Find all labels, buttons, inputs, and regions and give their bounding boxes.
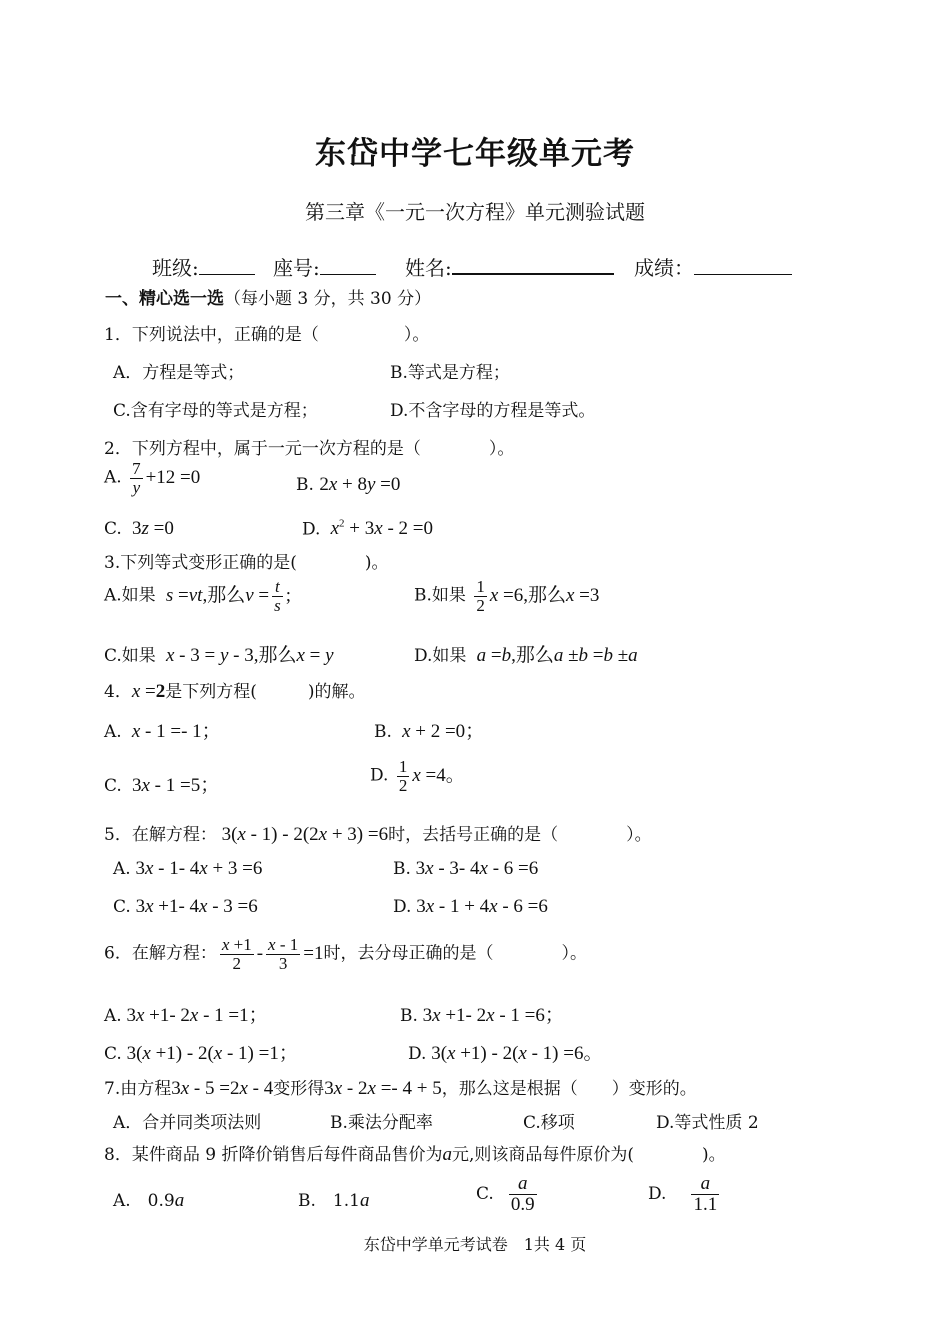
- q1-option-d: D.不含字母的方程是等式。: [390, 401, 596, 421]
- exam-subtitle: 第三章《一元一次方程》单元测验试题: [305, 200, 645, 224]
- q2-option-d: D. $x^2 + 3x - 2 =0$: [302, 518, 433, 540]
- seat-blank: [320, 254, 376, 275]
- q1-option-c: C.含有字母的等式是方程；: [113, 401, 318, 421]
- q7-option-d: D.等式性质 2: [656, 1113, 759, 1133]
- q2-option-c: C. 3z =0: [104, 518, 174, 539]
- q5-option-d: D. 3x - 1 + 4x - 6 =6: [393, 896, 548, 917]
- q4-option-d: D. $\frac{1}{2}$ x =4。: [370, 757, 465, 795]
- section-note: （每小题 3 分，共 30 分）: [224, 289, 432, 309]
- seat-field: [273, 252, 376, 281]
- q8-option-c: C. $\frac{a}{0.9}$: [476, 1173, 535, 1215]
- class-blank: [199, 254, 255, 275]
- q8-option-a: A. 0.9a: [113, 1190, 185, 1211]
- q1-option-a: A．方程是等式；: [113, 363, 245, 383]
- q8-stem: 8．某件商品 9 折降价销售后每件商品售价为a元,则该商品每件原价为( )。: [104, 1144, 726, 1165]
- class-field: [152, 252, 255, 281]
- score-field: [634, 252, 792, 281]
- q6-option-a: A. 3x +1- 2x - 1 =1；: [104, 1005, 268, 1026]
- name-field: [405, 252, 614, 281]
- page-footer: 东岱中学单元考试卷 1共 4 页: [363, 1235, 587, 1254]
- q6-stem: 6．在解方程： $\frac{x +1}{2}$ - $\frac{x - 1}{3}$ =1时，去分母正确的是（ ）。: [104, 935, 587, 973]
- q7-option-a: A．合并同类项法则: [113, 1113, 262, 1133]
- q5-option-a: A. 3x - 1- 4x + 3 =6: [113, 858, 263, 879]
- q2-option-b: B. 2x + 8y =0: [296, 474, 401, 495]
- seat-label: 座号:: [273, 256, 320, 280]
- name-label: 姓名:: [405, 256, 452, 280]
- q1-option-b: B.等式是方程；: [390, 363, 510, 383]
- section-heading: [105, 284, 431, 309]
- q2-stem: 2．下列方程中，属于一元一次方程的是（ ）。: [104, 439, 515, 459]
- exam-title: 东岱中学七年级单元考: [315, 136, 635, 172]
- section-title: 一、精心选一选: [105, 289, 224, 309]
- q7-option-b: B.乘法分配率: [330, 1113, 433, 1133]
- name-blank: [452, 253, 614, 275]
- q5-stem: 5．在解方程： 3(x - 1) - 2(2x + 3) =6时，去括号正确的是（ ）。: [104, 824, 652, 845]
- q6-option-b: B. 3x +1- 2x - 1 =6；: [400, 1005, 564, 1026]
- q8-option-d: D. $\frac{a}{1.1}$: [648, 1173, 718, 1215]
- q3-option-d: D.如果 a =b,那么a ±b =b ±a: [414, 645, 638, 666]
- q4-stem: 4．x =2是下列方程( )的解。: [104, 681, 366, 702]
- q3-option-a: A.如果 s =vt,那么v = $\frac{t}{s}$ ;: [104, 577, 292, 615]
- q5-option-c: C. 3x +1- 4x - 3 =6: [113, 896, 258, 917]
- q8-option-b: B. 1.1a: [298, 1190, 370, 1211]
- q4-option-b: B. x + 2 =0；: [374, 721, 485, 742]
- q3-option-b: B.如果 $\frac{1}{2}$ x =6,那么x =3: [414, 577, 600, 615]
- q1-stem: 1．下列说法中，正确的是（ ）。: [104, 325, 430, 345]
- q7-option-c: C.移项: [523, 1113, 575, 1133]
- score-blank: [694, 254, 792, 275]
- q6-option-d: D. 3(x +1) - 2(x - 1) =6。: [408, 1043, 603, 1064]
- q7-stem: 7.由方程3x - 5 =2x - 4变形得3x - 2x =- 4 + 5，那么这是根据（ ）变形的。: [104, 1078, 697, 1099]
- q3-option-c: C.如果 x - 3 = y - 3,那么x = y: [104, 645, 334, 666]
- q6-option-c: C. 3(x +1) - 2(x - 1) =1；: [104, 1043, 298, 1064]
- q4-option-a: A. x - 1 =- 1；: [104, 721, 221, 742]
- q5-option-b: B. 3x - 3- 4x - 6 =6: [393, 858, 539, 879]
- score-label: 成绩：: [634, 256, 694, 280]
- class-label: 班级:: [152, 256, 199, 280]
- q3-stem: 3.下列等式变形正确的是( )。: [104, 553, 389, 573]
- q2-option-a: A. $\frac{7}{y}$ +12 =0: [104, 459, 201, 497]
- q4-option-c: C. 3x - 1 =5；: [104, 775, 220, 796]
